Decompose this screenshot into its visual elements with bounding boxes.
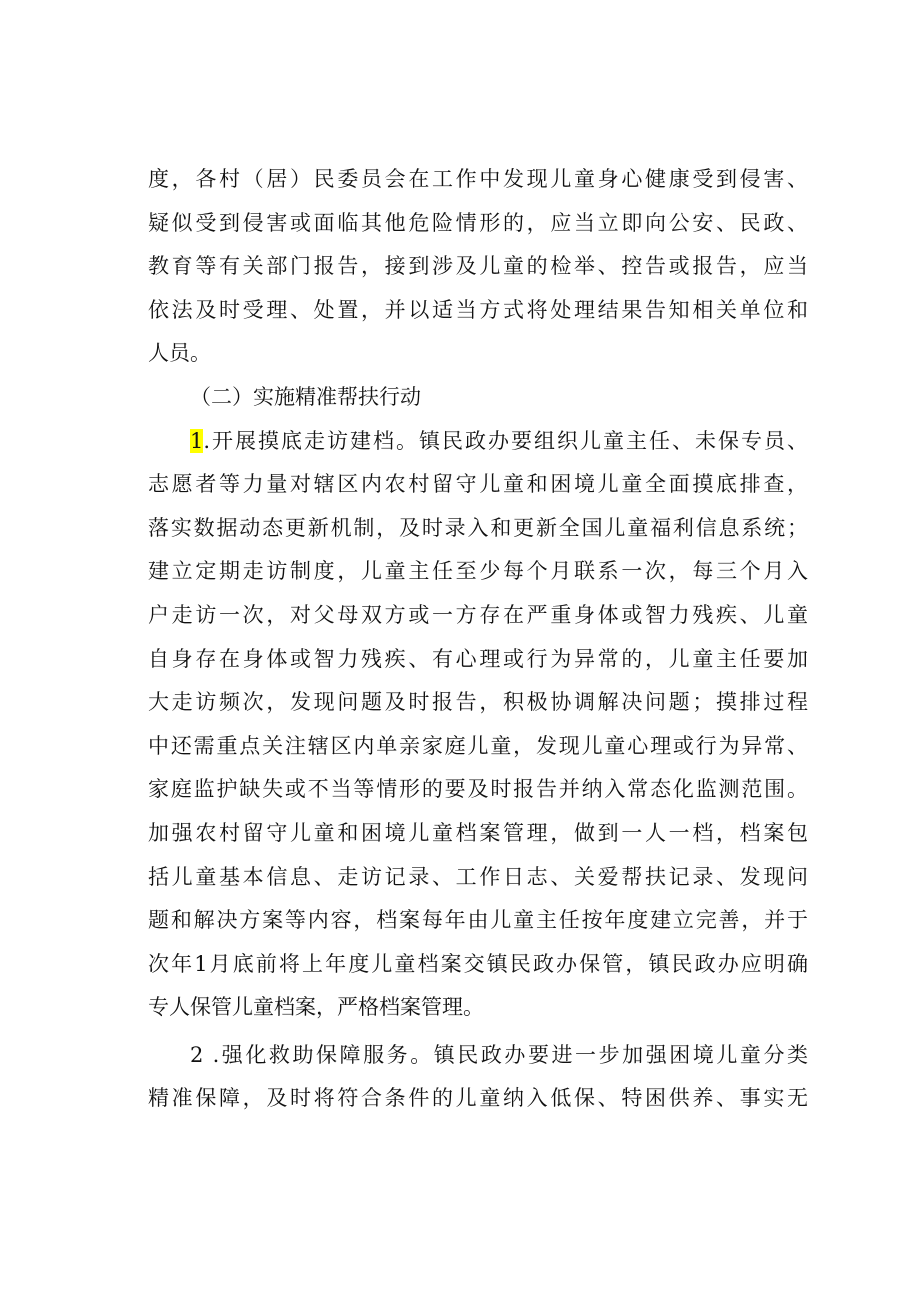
paragraph-line: 户走访一次，对父母双方或一方存在严重身体或智力残疾、儿童	[148, 602, 808, 627]
paragraph-line: 加强农村留守儿童和困境儿童档案管理，做到一人一档，档案包	[148, 820, 808, 845]
paragraph-line: 题和解决方案等内容，档案每年由儿童主任按年度建立完善，并于	[148, 908, 808, 933]
paragraph-line: 依法及时受理、处置，并以适当方式将处理结果告知相关单位和	[148, 297, 808, 322]
paragraph-item-1	[148, 420, 808, 1030]
item-number-highlight: 1	[190, 428, 204, 453]
paragraph-line: 家庭监护缺失或不当等情形的要及时报告并纳入常态化监测范围。	[148, 777, 808, 802]
paragraph-line: 精准保障，及时将符合条件的儿童纳入低保、特困供养、事实无	[148, 1086, 808, 1111]
paragraph-line: 人员。	[148, 341, 211, 366]
paragraph-item-2	[148, 1034, 808, 1121]
document-body	[148, 158, 808, 1121]
item-1-heading-text: .开展摸底走访建档。镇民政办要组织儿童主任、未保专员、	[203, 428, 808, 453]
paragraph-line: 自身存在身体或智力残疾、有心理或行为异常的，儿童主任要加	[148, 646, 808, 671]
section-heading: （二）实施精准帮扶行动	[190, 384, 421, 409]
paragraph-line: 疑似受到侵害或面临其他危险情形的，应当立即向公安、民政、	[148, 210, 808, 235]
paragraph-line: 大走访频次，发现问题及时报告，积极协调解决问题；摸排过程	[148, 690, 808, 715]
paragraph-line: 中还需重点关注辖区内单亲家庭儿童，发现儿童心理或行为异常、	[148, 733, 808, 758]
paragraph-line: 落实数据动态更新机制，及时录入和更新全国儿童福利信息系统；	[148, 515, 808, 540]
paragraph-line: 专人保管儿童档案，严格档案管理。	[148, 995, 484, 1020]
item-2-first-line: 2 .强化救助保障服务。镇民政办要进一步加强困境儿童分类	[190, 1042, 808, 1067]
paragraph-line: 志愿者等力量对辖区内农村留守儿童和困境儿童全面摸底排查，	[148, 472, 808, 497]
paragraph-continuation	[148, 158, 808, 376]
paragraph-line: 度，各村（居）民委员会在工作中发现儿童身心健康受到侵害、	[148, 167, 808, 191]
paragraph-line: 次年1月底前将上年度儿童档案交镇民政办保管，镇民政办应明确	[148, 951, 808, 976]
paragraph-line: 教育等有关部门报告，接到涉及儿童的检举、控告或报告，应当	[148, 254, 808, 279]
item-1-first-line	[148, 420, 808, 464]
paragraph-line: 括儿童基本信息、走访记录、工作日志、关爱帮扶记录、发现问	[148, 864, 808, 889]
paragraph-line: 建立定期走访制度，儿童主任至少每个月联系一次，每三个月入	[148, 559, 808, 584]
